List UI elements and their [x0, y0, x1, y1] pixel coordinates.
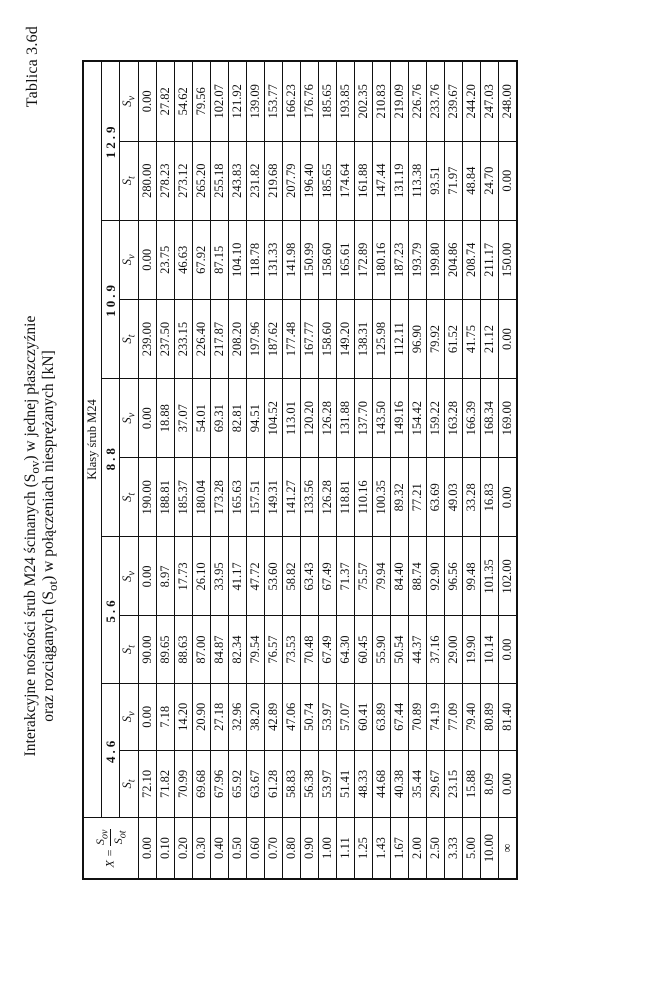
capacity-cell: 80.89: [480, 683, 498, 750]
capacity-cell: 53.97: [318, 750, 336, 817]
capacity-cell: 113.38: [408, 141, 426, 220]
x-ratio-cell: 0.40: [210, 818, 228, 880]
capacity-cell: 77.21: [408, 458, 426, 537]
tension-column-header: $S_t$: [120, 616, 139, 683]
capacity-cell: 161.88: [354, 141, 372, 220]
capacity-cell: 96.56: [444, 537, 462, 616]
x-ratio-cell: 0.50: [228, 818, 246, 880]
capacity-cell: 74.19: [426, 683, 444, 750]
x-ratio-cell: 0.60: [246, 818, 264, 880]
capacity-cell: 77.09: [444, 683, 462, 750]
title-text-2: oraz rozciąganych (S: [40, 590, 57, 722]
capacity-cell: 38.20: [246, 683, 264, 750]
shear-column-header: $S_v$: [120, 683, 139, 750]
x-numerator: $S_{ov}$: [92, 829, 111, 846]
capacity-cell: 141.98: [282, 220, 300, 299]
capacity-cell: 71.97: [444, 141, 462, 220]
table-number: Tablica 3.6d: [24, 26, 41, 108]
capacity-cell: 102.07: [210, 61, 228, 141]
capacity-cell: 217.87: [210, 299, 228, 378]
capacity-cell: 163.28: [444, 379, 462, 458]
capacity-cell: 10.14: [480, 616, 498, 683]
x-ratio-cell: ∞: [498, 818, 517, 880]
capacity-cell: 233.15: [174, 299, 192, 378]
capacity-cell: 219.68: [264, 141, 282, 220]
capacity-cell: 90.00: [138, 616, 156, 683]
capacity-cell: 141.27: [282, 458, 300, 537]
capacity-cell: 15.88: [462, 750, 480, 817]
capacity-cell: 177.48: [282, 299, 300, 378]
table-row: [408, 61, 426, 879]
x-label: X =: [102, 849, 117, 868]
capacity-cell: 244.20: [462, 61, 480, 141]
capacity-cell: 81.40: [498, 683, 517, 750]
capacity-cell: 149.20: [336, 299, 354, 378]
capacity-cell: 19.90: [462, 616, 480, 683]
capacity-cell: 92.90: [426, 537, 444, 616]
capacity-cell: 120.20: [300, 379, 318, 458]
capacity-cell: 187.62: [264, 299, 282, 378]
capacity-cell: 231.82: [246, 141, 264, 220]
capacity-cell: 157.51: [246, 458, 264, 537]
x-ratio-cell: 10.00: [480, 818, 498, 880]
table-row: [426, 61, 444, 879]
capacity-cell: 0.00: [498, 141, 517, 220]
capacity-cell: 159.22: [426, 379, 444, 458]
capacity-cell: 17.73: [174, 537, 192, 616]
capacity-cell: 89.65: [156, 616, 174, 683]
table-row: [138, 61, 156, 879]
capacity-cell: 33.28: [462, 458, 480, 537]
capacity-cell: 208.74: [462, 220, 480, 299]
x-ratio-cell: 0.80: [282, 818, 300, 880]
capacity-cell: 226.76: [408, 61, 426, 141]
capacity-cell: 226.40: [192, 299, 210, 378]
capacity-cell: 79.94: [372, 537, 390, 616]
table-row: [282, 61, 300, 879]
capacity-cell: 53.97: [318, 683, 336, 750]
x-ratio-cell: 0.30: [192, 818, 210, 880]
capacity-cell: 71.82: [156, 750, 174, 817]
table-row: [498, 61, 517, 879]
capacity-cell: 63.67: [246, 750, 264, 817]
capacity-cell: 110.16: [354, 458, 372, 537]
capacity-cell: 88.63: [174, 616, 192, 683]
capacity-cell: 0.00: [498, 750, 517, 817]
table-row: [444, 61, 462, 879]
capacity-cell: 165.61: [336, 220, 354, 299]
capacity-cell: 16.83: [480, 458, 498, 537]
table-row: [390, 61, 408, 879]
capacity-cell: 248.00: [498, 61, 517, 141]
x-ratio-cell: 0.20: [174, 818, 192, 880]
capacity-cell: 70.89: [408, 683, 426, 750]
capacity-cell: 101.35: [480, 537, 498, 616]
capacity-cell: 176.76: [300, 61, 318, 141]
capacity-cell: 280.00: [138, 141, 156, 220]
capacity-cell: 54.62: [174, 61, 192, 141]
x-ratio-cell: 2.00: [408, 818, 426, 880]
capacity-cell: 104.10: [228, 220, 246, 299]
tension-column-header: $S_t$: [120, 458, 139, 537]
capacity-cell: 70.99: [174, 750, 192, 817]
capacity-cell: 96.90: [408, 299, 426, 378]
capacity-cell: 87.00: [192, 616, 210, 683]
capacity-cell: 158.60: [318, 220, 336, 299]
x-ratio-header: [83, 818, 138, 880]
capacity-cell: 32.96: [228, 683, 246, 750]
capacity-cell: 172.89: [354, 220, 372, 299]
capacity-cell: 79.92: [426, 299, 444, 378]
capacity-cell: 168.34: [480, 379, 498, 458]
capacity-cell: 67.96: [210, 750, 228, 817]
capacity-cell: 273.12: [174, 141, 192, 220]
capacity-cell: 153.77: [264, 61, 282, 141]
shear-column-header: $S_v$: [120, 61, 139, 141]
x-ratio-cell: 1.11: [336, 818, 354, 880]
capacity-cell: 63.69: [426, 458, 444, 537]
capacity-cell: 89.32: [390, 458, 408, 537]
capacity-cell: 26.10: [192, 537, 210, 616]
capacity-cell: 185.65: [318, 61, 336, 141]
capacity-cell: 67.49: [318, 616, 336, 683]
table-row: [246, 61, 264, 879]
capacity-cell: 35.44: [408, 750, 426, 817]
capacity-cell: 207.79: [282, 141, 300, 220]
x-denominator: $S_{ot}$: [111, 830, 129, 845]
bolt-class-header: 8.8: [102, 379, 120, 537]
capacity-cell: 72.10: [138, 750, 156, 817]
capacity-cell: 174.64: [336, 141, 354, 220]
capacity-cell: 65.92: [228, 750, 246, 817]
capacity-cell: 0.00: [498, 616, 517, 683]
capacity-cell: 56.38: [300, 750, 318, 817]
interaction-table: [82, 60, 518, 880]
shear-column-header: $S_v$: [120, 379, 139, 458]
capacity-cell: 8.09: [480, 750, 498, 817]
table-container: [82, 60, 518, 880]
capacity-cell: 37.16: [426, 616, 444, 683]
capacity-cell: 47.72: [246, 537, 264, 616]
capacity-cell: 202.35: [354, 61, 372, 141]
capacity-cell: 87.15: [210, 220, 228, 299]
capacity-cell: 126.28: [318, 458, 336, 537]
capacity-cell: 131.33: [264, 220, 282, 299]
capacity-cell: 185.65: [318, 141, 336, 220]
capacity-cell: 239.67: [444, 61, 462, 141]
capacity-cell: 237.50: [156, 299, 174, 378]
capacity-cell: 137.70: [354, 379, 372, 458]
capacity-cell: 53.60: [264, 537, 282, 616]
x-ratio-cell: 0.90: [300, 818, 318, 880]
capacity-cell: 154.42: [408, 379, 426, 458]
capacity-cell: 173.28: [210, 458, 228, 537]
capacity-cell: 150.00: [498, 220, 517, 299]
capacity-cell: 18.88: [156, 379, 174, 458]
shear-column-header: $S_v$: [120, 220, 139, 299]
table-subtitle: [40, 86, 61, 986]
capacity-cell: 193.85: [336, 61, 354, 141]
capacity-cell: 193.79: [408, 220, 426, 299]
capacity-cell: 169.00: [498, 379, 517, 458]
capacity-cell: 64.30: [336, 616, 354, 683]
capacity-cell: 63.43: [300, 537, 318, 616]
table-body: [138, 61, 517, 879]
capacity-cell: 239.00: [138, 299, 156, 378]
capacity-cell: 118.78: [246, 220, 264, 299]
subheader-row: [120, 61, 139, 879]
capacity-cell: 113.01: [282, 379, 300, 458]
table-row: [228, 61, 246, 879]
capacity-cell: 51.41: [336, 750, 354, 817]
capacity-cell: 180.16: [372, 220, 390, 299]
capacity-cell: 149.31: [264, 458, 282, 537]
capacity-cell: 44.68: [372, 750, 390, 817]
capacity-cell: 21.12: [480, 299, 498, 378]
capacity-cell: 23.15: [444, 750, 462, 817]
capacity-cell: 233.76: [426, 61, 444, 141]
x-fraction: [93, 829, 129, 846]
capacity-cell: 210.83: [372, 61, 390, 141]
capacity-cell: 67.49: [318, 537, 336, 616]
capacity-cell: 60.41: [354, 683, 372, 750]
capacity-cell: 150.99: [300, 220, 318, 299]
x-ratio-cell: 2.50: [426, 818, 444, 880]
capacity-cell: 61.52: [444, 299, 462, 378]
table-row: [372, 61, 390, 879]
capacity-cell: 41.17: [228, 537, 246, 616]
capacity-cell: 219.09: [390, 61, 408, 141]
capacity-cell: 41.75: [462, 299, 480, 378]
capacity-cell: 50.54: [390, 616, 408, 683]
capacity-cell: 8.97: [156, 537, 174, 616]
capacity-cell: 166.39: [462, 379, 480, 458]
capacity-cell: 165.63: [228, 458, 246, 537]
capacity-cell: 190.00: [138, 458, 156, 537]
table-row: [210, 61, 228, 879]
capacity-cell: 84.87: [210, 616, 228, 683]
table-row: [480, 61, 498, 879]
capacity-cell: 24.70: [480, 141, 498, 220]
capacity-cell: 243.83: [228, 141, 246, 220]
x-ratio-cell: 5.00: [462, 818, 480, 880]
capacity-cell: 79.40: [462, 683, 480, 750]
x-ratio-cell: 1.43: [372, 818, 390, 880]
capacity-cell: 49.03: [444, 458, 462, 537]
table-row: [156, 61, 174, 879]
capacity-cell: 60.45: [354, 616, 372, 683]
capacity-cell: 199.80: [426, 220, 444, 299]
capacity-cell: 0.00: [498, 299, 517, 378]
capacity-cell: 27.18: [210, 683, 228, 750]
capacity-cell: 187.23: [390, 220, 408, 299]
capacity-cell: 196.40: [300, 141, 318, 220]
capacity-cell: 0.00: [498, 458, 517, 537]
bolt-class-group-header: Klasy śrub M24: [83, 61, 102, 818]
capacity-cell: 131.19: [390, 141, 408, 220]
capacity-cell: 125.98: [372, 299, 390, 378]
capacity-cell: 57.07: [336, 683, 354, 750]
capacity-cell: 29.67: [426, 750, 444, 817]
capacity-cell: 71.37: [336, 537, 354, 616]
capacity-cell: 88.74: [408, 537, 426, 616]
shear-column-header: $S_v$: [120, 537, 139, 616]
capacity-cell: 40.38: [390, 750, 408, 817]
table-row: [174, 61, 192, 879]
capacity-cell: 185.37: [174, 458, 192, 537]
capacity-cell: 265.20: [192, 141, 210, 220]
x-ratio-cell: 1.00: [318, 818, 336, 880]
bolt-class-header: 12.9: [102, 61, 120, 220]
capacity-cell: 27.82: [156, 61, 174, 141]
capacity-cell: 23.75: [156, 220, 174, 299]
capacity-cell: 93.51: [426, 141, 444, 220]
capacity-cell: 99.48: [462, 537, 480, 616]
capacity-cell: 0.00: [138, 61, 156, 141]
table-row: [336, 61, 354, 879]
x-ratio-cell: 0.70: [264, 818, 282, 880]
table-row: [354, 61, 372, 879]
capacity-cell: 278.23: [156, 141, 174, 220]
capacity-cell: 197.96: [246, 299, 264, 378]
capacity-cell: 139.09: [246, 61, 264, 141]
capacity-cell: 84.40: [390, 537, 408, 616]
capacity-cell: 102.00: [498, 537, 517, 616]
capacity-cell: 121.92: [228, 61, 246, 141]
capacity-cell: 76.57: [264, 616, 282, 683]
capacity-cell: 143.50: [372, 379, 390, 458]
title-text-1-end: ) w jednej płaszczyźnie: [22, 315, 39, 461]
capacity-cell: 58.82: [282, 537, 300, 616]
tension-column-header: $S_t$: [120, 141, 139, 220]
capacity-cell: 167.77: [300, 299, 318, 378]
capacity-cell: 54.01: [192, 379, 210, 458]
capacity-cell: 138.31: [354, 299, 372, 378]
capacity-cell: 94.51: [246, 379, 264, 458]
capacity-cell: 166.23: [282, 61, 300, 141]
x-ratio-cell: 0.00: [138, 818, 156, 880]
capacity-cell: 75.57: [354, 537, 372, 616]
table-row: [318, 61, 336, 879]
title-sub-2: ot: [45, 580, 61, 591]
capacity-cell: 70.48: [300, 616, 318, 683]
title-text-2-end: ) w połączeniach niesprężanych [kN]: [40, 350, 57, 581]
capacity-cell: 149.16: [390, 379, 408, 458]
table-row: [192, 61, 210, 879]
capacity-cell: 180.04: [192, 458, 210, 537]
x-ratio-cell: 0.10: [156, 818, 174, 880]
capacity-cell: 58.83: [282, 750, 300, 817]
bolt-class-header: 10.9: [102, 220, 120, 378]
capacity-cell: 63.89: [372, 683, 390, 750]
capacity-cell: 50.74: [300, 683, 318, 750]
capacity-cell: 79.54: [246, 616, 264, 683]
capacity-cell: 247.03: [480, 61, 498, 141]
capacity-cell: 82.81: [228, 379, 246, 458]
capacity-cell: 131.88: [336, 379, 354, 458]
capacity-cell: 208.20: [228, 299, 246, 378]
bolt-class-header: 5.6: [102, 537, 120, 683]
capacity-cell: 112.11: [390, 299, 408, 378]
capacity-cell: 20.90: [192, 683, 210, 750]
capacity-cell: 126.28: [318, 379, 336, 458]
capacity-cell: 42.89: [264, 683, 282, 750]
capacity-cell: 0.00: [138, 537, 156, 616]
capacity-cell: 79.56: [192, 61, 210, 141]
capacity-cell: 7.18: [156, 683, 174, 750]
capacity-cell: 69.68: [192, 750, 210, 817]
capacity-cell: 255.18: [210, 141, 228, 220]
title-sub-1: ov: [27, 460, 43, 474]
capacity-cell: 48.84: [462, 141, 480, 220]
capacity-cell: 118.81: [336, 458, 354, 537]
capacity-cell: 204.86: [444, 220, 462, 299]
capacity-cell: 46.63: [174, 220, 192, 299]
capacity-cell: 44.37: [408, 616, 426, 683]
capacity-cell: 82.34: [228, 616, 246, 683]
capacity-cell: 47.06: [282, 683, 300, 750]
capacity-cell: 133.56: [300, 458, 318, 537]
capacity-cell: 0.00: [138, 220, 156, 299]
capacity-cell: 100.35: [372, 458, 390, 537]
capacity-cell: 33.95: [210, 537, 228, 616]
capacity-cell: 48.33: [354, 750, 372, 817]
capacity-cell: 73.53: [282, 616, 300, 683]
title-text-1: Interakcyjne nośności śrub M24 ścinanych (S: [22, 473, 39, 757]
capacity-cell: 37.07: [174, 379, 192, 458]
capacity-cell: 14.20: [174, 683, 192, 750]
capacity-cell: 104.52: [264, 379, 282, 458]
table-row: [264, 61, 282, 879]
bolt-class-header: 4.6: [102, 683, 120, 817]
capacity-cell: 29.00: [444, 616, 462, 683]
capacity-cell: 69.31: [210, 379, 228, 458]
tension-column-header: $S_t$: [120, 299, 139, 378]
capacity-cell: 158.60: [318, 299, 336, 378]
capacity-cell: 0.00: [138, 379, 156, 458]
x-ratio-cell: 1.25: [354, 818, 372, 880]
capacity-cell: 55.90: [372, 616, 390, 683]
x-ratio-cell: 3.33: [444, 818, 462, 880]
capacity-cell: 188.81: [156, 458, 174, 537]
tension-column-header: $S_t$: [120, 750, 139, 817]
capacity-cell: 67.92: [192, 220, 210, 299]
capacity-cell: 61.28: [264, 750, 282, 817]
table-row: [462, 61, 480, 879]
table-row: [300, 61, 318, 879]
capacity-cell: 0.00: [138, 683, 156, 750]
capacity-cell: 147.44: [372, 141, 390, 220]
capacity-cell: 67.44: [390, 683, 408, 750]
capacity-cell: 211.17: [480, 220, 498, 299]
x-ratio-cell: 1.67: [390, 818, 408, 880]
class-header-row: [102, 61, 120, 879]
